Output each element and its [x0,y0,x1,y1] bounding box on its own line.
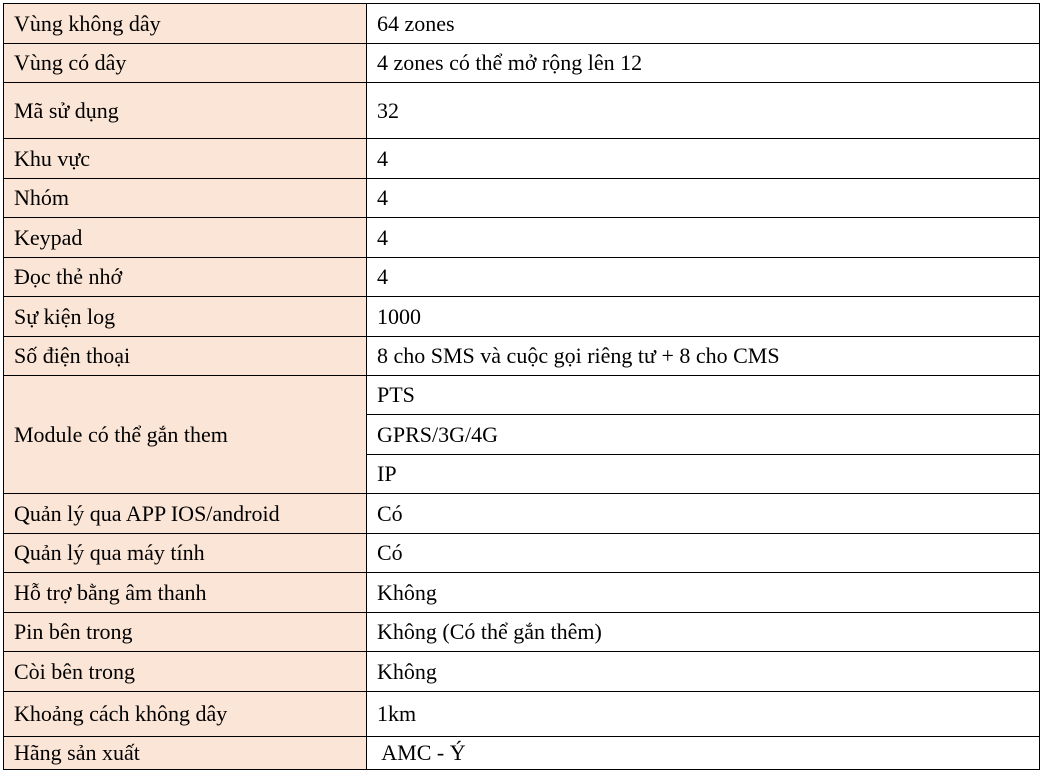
table-row [4,83,1040,139]
row-label: Hỗ trợ bằng âm thanh [4,573,367,613]
table-row [4,652,1040,692]
row-label: Vùng có dây [4,44,367,83]
row-value: 4 [367,179,1040,218]
row-value: Không (Có thể gắn thêm) [367,613,1040,652]
row-value: 64 zones [367,4,1040,44]
row-label: Nhóm [4,179,367,218]
table-row [4,297,1040,337]
table-row [4,376,1040,415]
table-row [4,337,1040,376]
row-value: Có [367,494,1040,534]
row-label: Khoảng cách không dây [4,692,367,737]
table-row [4,44,1040,83]
row-label: Mã sử dụng [4,83,367,139]
table-row [4,613,1040,652]
row-value: Không [367,573,1040,613]
row-label: Còi bên trong [4,652,367,692]
row-value: AMC - Ý [367,737,1040,770]
row-value: Có [367,534,1040,573]
row-label: Hãng sản xuất [4,737,367,770]
table-row [4,258,1040,297]
row-label: Pin bên trong [4,613,367,652]
row-value: 1km [367,692,1040,737]
spec-table [3,3,1040,770]
table-row [4,218,1040,258]
table-row [4,139,1040,179]
row-label: Số điện thoại [4,337,367,376]
row-value: 4 zones có thể mở rộng lên 12 [367,44,1040,83]
row-value: GPRS/3G/4G [367,415,1040,455]
row-value: 32 [367,83,1040,139]
row-value: 4 [367,218,1040,258]
table-row [4,692,1040,737]
row-value: 1000 [367,297,1040,337]
row-label: Module có thể gắn them [4,376,367,494]
row-value: Không [367,652,1040,692]
table-row [4,179,1040,218]
row-label: Quản lý qua APP IOS/android [4,494,367,534]
row-label: Khu vực [4,139,367,179]
table-row [4,573,1040,613]
row-label: Keypad [4,218,367,258]
row-label: Sự kiện log [4,297,367,337]
row-label: Vùng không dây [4,4,367,44]
row-value: 8 cho SMS và cuộc gọi riêng tư + 8 cho CMS [367,337,1040,376]
table-row [4,737,1040,770]
table-row [4,494,1040,534]
row-value: 4 [367,258,1040,297]
table-row [4,4,1040,44]
row-value: IP [367,455,1040,494]
row-value: 4 [367,139,1040,179]
row-value: PTS [367,376,1040,415]
row-label: Quản lý qua máy tính [4,534,367,573]
row-label: Đọc thẻ nhớ [4,258,367,297]
table-row [4,534,1040,573]
